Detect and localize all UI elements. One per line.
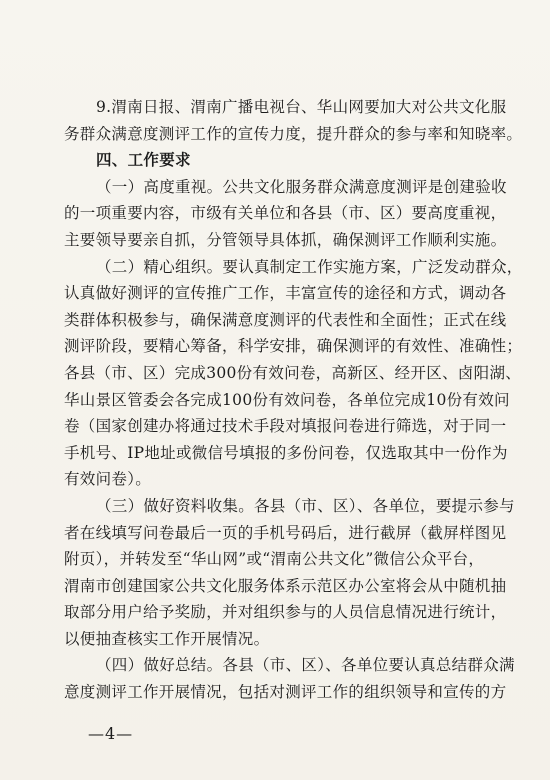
text-line: 渭南市创建国家公共文化服务体系示范区办公室将会从中随机抽 [64,576,507,595]
text-line: 华山景区管委会各完成100份有效问卷，各单位完成10份有效问 [64,390,510,409]
text-line: （三）做好资料收集。各县（市、区）、各单位，要提示参与 [96,496,515,515]
text-line: 附页），并转发至“华山网”或“渭南公共文化”微信公众平台， [64,550,485,569]
text-line: 以便抽查核实工作开展情况。 [64,629,270,648]
text-line: 卷（国家创建办将通过技术手段对填报问卷进行筛选，对于同一 [64,417,507,436]
text-line: 认真做好测评的宣传推广工作，丰富宣传的途径和方式，调动各 [64,284,507,303]
text-line: 者在线填写问卷最后一页的手机号码后，进行截屏（截屏样图见 [64,523,507,542]
text-line: 务群众满意度测评工作的宣传力度，提升群众的参与率和知晓率。 [64,124,523,143]
text-line: 类群体积极参与，确保满意度测评的代表性和全面性；正式在线 [64,310,507,329]
text-line: 9.渭南日报、渭南广播电视台、华山网要加大对公共文化服 [96,98,507,116]
text-line: 各县（市、区）完成300份有效问卷，高新区、经开区、卤阳湖、 [64,363,522,382]
text-line: 的一项重要内容，市级有关单位和各县（市、区）要高度重视， [64,204,507,223]
text-line: 取部分用户给予奖励，并对组织参与的人员信息情况进行统计， [64,603,507,622]
text-line: 意度测评工作开展情况，包括对测评工作的组织领导和宣传的方 [64,683,507,702]
text-line: 主要领导要亲自抓，分管领导具体抓，确保测评工作顺利实施。 [64,230,507,249]
text-line: （四）做好总结。各县（市、区）、各单位要认真总结群众满 [96,656,515,675]
page-number: —4— [88,724,134,743]
text-line: 手机号、IP地址或微信号填报的多份问卷，仅选取其中一份作为 [64,443,508,462]
text-line: （一）高度重视。公共文化服务群众满意度测评是创建验收 [96,177,507,196]
text-line: （二）精心组织。要认真制定工作实施方案，广泛发动群众， [96,257,523,276]
section-heading: 四、工作要求 [96,151,191,170]
text-line: 测评阶段，要精心筹备，科学安排，确保测评的有效性、准确性； [64,337,523,356]
document-body [64,94,523,706]
text-line: 有效问卷）。 [64,470,152,489]
